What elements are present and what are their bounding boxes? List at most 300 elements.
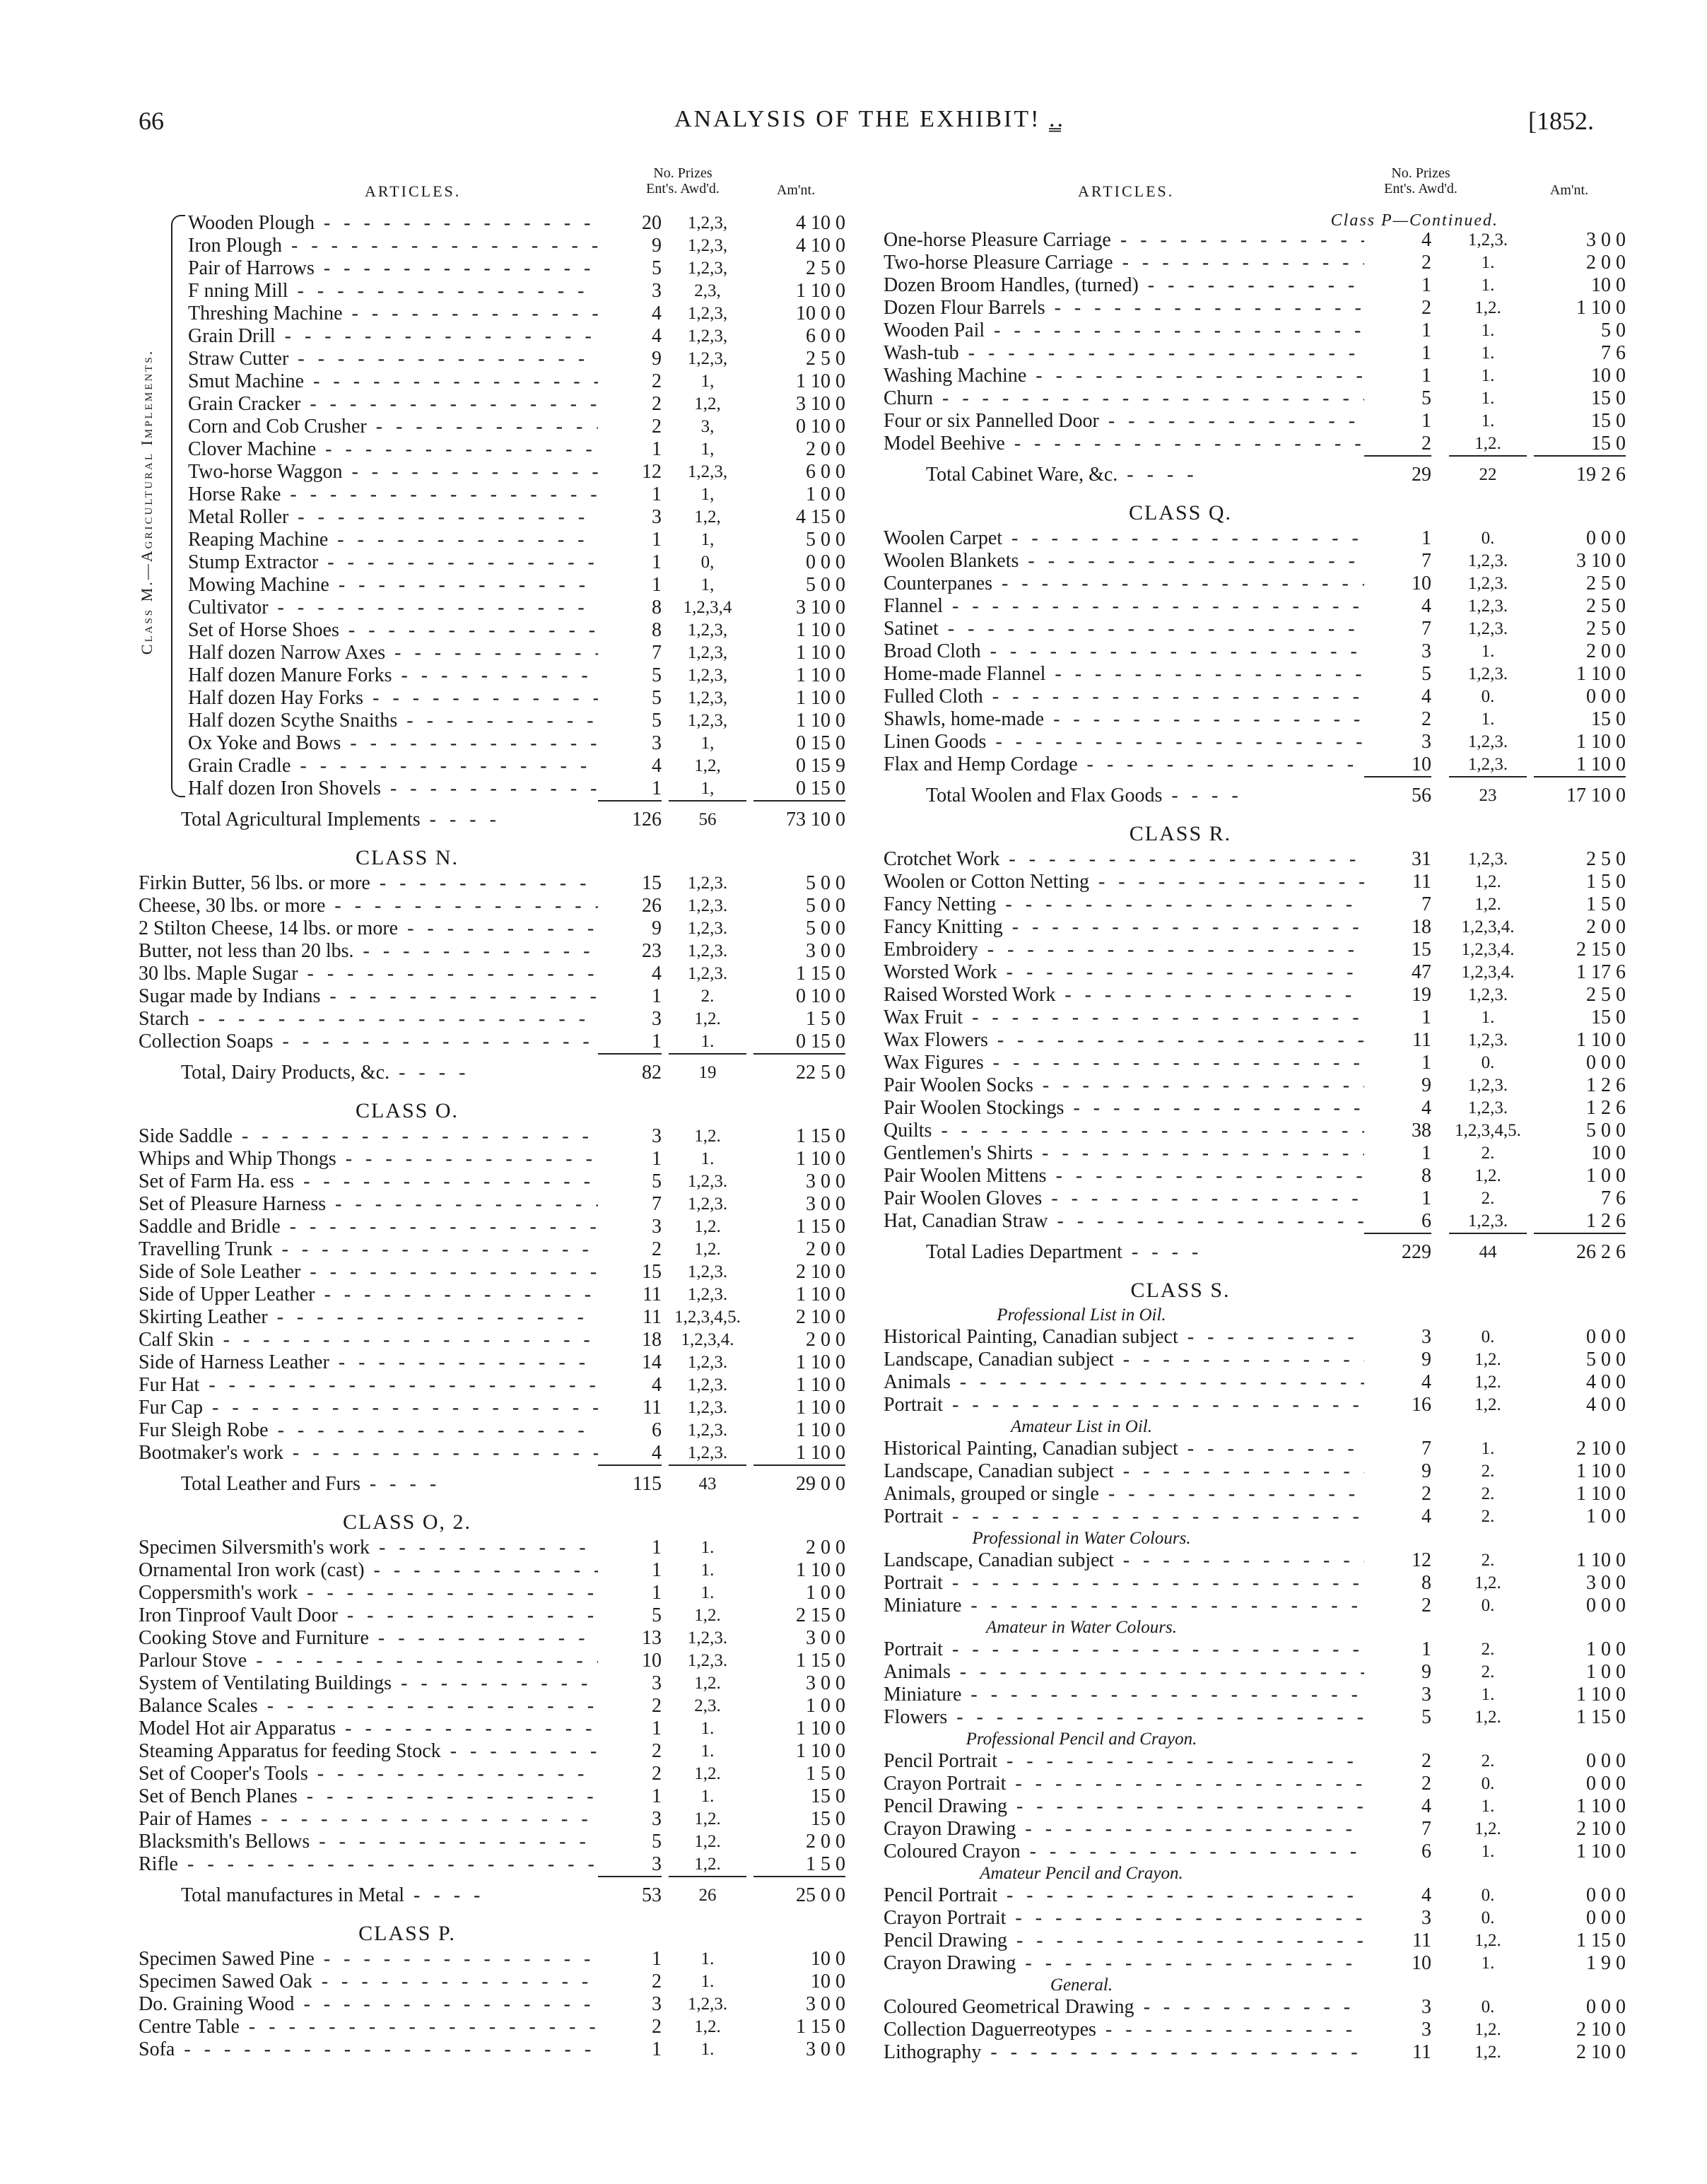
table-row: [139, 1170, 852, 1193]
prizes-awarded: 2.: [1481, 1462, 1495, 1481]
article-name: Dozen Broom Handles, (turned) - - -: [884, 274, 1364, 297]
article-name: Wax Flowers - - -: [884, 1029, 1364, 1052]
entries-count: 13: [642, 1627, 662, 1649]
entries-count: 5: [652, 1604, 662, 1626]
amount-value: 1 0 0: [1586, 1638, 1626, 1660]
amount-value: 5 0 0: [806, 917, 845, 939]
amount-value: 5 0 0: [1586, 1120, 1626, 1141]
amount-value: 3 10 0: [796, 393, 845, 415]
table-row: [884, 1840, 1626, 1863]
subsection-heading: Professional List in Oil.: [997, 1305, 1166, 1325]
amount-value: 1 0 0: [1586, 1505, 1626, 1527]
table-row: [139, 235, 852, 257]
prizes-awarded: 1,2.: [1474, 1350, 1501, 1369]
table-row: [884, 1349, 1626, 1371]
prizes-awarded: 1,2,3.: [687, 1262, 728, 1281]
entries-count: 3: [1421, 1326, 1431, 1348]
table-row: [884, 1773, 1626, 1795]
entries-count: 1: [652, 438, 662, 460]
prizes-awarded: 0.: [1481, 687, 1495, 706]
article-name: Historical Painting, Canadian subject - - -: [884, 1438, 1364, 1460]
article-name: Whips and Whip Thongs - - -: [139, 1148, 598, 1170]
prizes-awarded: 1,2,3,: [687, 213, 728, 233]
prizes-awarded: 0.: [1481, 1053, 1495, 1072]
article-name: One-horse Pleasure Carriage - - -: [884, 229, 1364, 252]
article-name: Set of Horse Shoes - - -: [188, 619, 598, 642]
entries-count: 1: [1421, 274, 1431, 296]
article-name: Half dozen Narrow Axes - - -: [188, 642, 598, 664]
prizes-awarded: 2.: [1481, 1751, 1495, 1771]
amount-value: 6 0 0: [806, 461, 845, 483]
prizes-awarded: 1.: [1481, 1797, 1495, 1816]
table-row: [884, 1120, 1626, 1142]
prizes-awarded: 1,2.: [1474, 1573, 1501, 1592]
prizes-awarded: 2.: [1481, 1640, 1495, 1659]
entries-count: 82: [598, 1053, 662, 1091]
amount-value: 15 0: [1591, 387, 1626, 409]
article-name: Reaping Machine - - -: [188, 529, 598, 551]
article-name: Collection Soaps - - -: [139, 1031, 598, 1053]
article-name: Horse Rake - - -: [188, 483, 598, 506]
table-row: [139, 393, 852, 416]
prizes-awarded: 1,2,3.: [1467, 1098, 1508, 1117]
amount-value: 15 0: [811, 1785, 845, 1807]
table-row: [884, 848, 1626, 871]
article-name: Counterpanes - - -: [884, 573, 1364, 595]
article-name: Animals - - -: [884, 1661, 1364, 1684]
subsection-heading: Amateur List in Oil.: [1010, 1417, 1152, 1436]
amount-value: 1 10 0: [796, 1351, 845, 1373]
prizes-awarded: 1,2,3,: [687, 621, 728, 640]
prizes-awarded: 1,2,3,4: [683, 598, 732, 617]
entries-count: 3: [652, 1672, 662, 1694]
table-row: [139, 732, 852, 755]
table-row: [884, 753, 1626, 776]
entries-count: 15: [1412, 939, 1431, 961]
table-row: [139, 1853, 852, 1876]
article-name: Worsted Work - - -: [884, 961, 1364, 984]
article-name: Home-made Flannel - - -: [884, 663, 1364, 686]
entries-count: 7: [1421, 893, 1431, 915]
entries-count: 9: [1421, 1349, 1431, 1370]
amount-value: 1 0 0: [1586, 1165, 1626, 1187]
class-heading: Class P—Continued.: [1330, 211, 1498, 230]
amount-value: 1 0 0: [806, 483, 845, 505]
table-row: [884, 1006, 1626, 1029]
table-row: [139, 1808, 852, 1831]
entries-count: 5: [652, 257, 662, 279]
section-total-row: [884, 1233, 1626, 1272]
prizes-awarded: 1.: [1481, 1685, 1495, 1704]
table-row: [139, 2038, 852, 2061]
article-name: Total manufactures in Metal - - - -: [139, 1876, 640, 1915]
amount-value: 2 5 0: [1586, 573, 1626, 594]
prizes-awarded: 1,2.: [694, 1674, 721, 1693]
table-row: [884, 1460, 1626, 1483]
prizes-awarded: 1,2.: [1474, 1166, 1501, 1185]
amount-value: 22 5 0: [753, 1053, 845, 1091]
prizes-awarded: 1,2,3.: [1467, 1076, 1508, 1095]
entries-count: 5: [652, 687, 662, 709]
amount-value: 15 0: [811, 1808, 845, 1830]
article-name: Cooking Stove and Furniture - - -: [139, 1627, 598, 1650]
prizes-awarded: 1.: [1481, 1954, 1495, 1973]
amount-value: 1 5 0: [1586, 893, 1626, 915]
prizes-awarded: 1.: [1481, 642, 1495, 661]
table-row: [884, 1505, 1626, 1528]
prizes-awarded: 1,2,3,: [687, 259, 728, 278]
article-name: Linen Goods - - -: [884, 731, 1364, 753]
table-row: [884, 1142, 1626, 1165]
amount-value: 1 10 0: [796, 619, 845, 641]
entries-count: 3: [1421, 1996, 1431, 2018]
amount-value: 1 10 0: [796, 1559, 845, 1581]
table-row: [139, 370, 852, 393]
amount-value: 2 5 0: [1586, 984, 1626, 1006]
prizes-awarded: 1,2,3.: [687, 1628, 728, 1648]
table-row: [884, 1187, 1626, 1210]
entries-count: 4: [1421, 1371, 1431, 1393]
prizes-awarded: 2.: [1481, 1189, 1495, 1208]
table-row: [139, 461, 852, 483]
table-row: [884, 1165, 1626, 1187]
prizes-awarded: 1,2,3,4.: [1461, 963, 1515, 982]
article-name: Half dozen Manure Forks - - -: [188, 664, 598, 687]
table-row: [884, 1750, 1626, 1773]
amount-value: 2 0 0: [806, 1238, 845, 1260]
prizes-awarded: 0.: [1481, 1886, 1495, 1905]
amount-value: 1 10 0: [796, 1397, 845, 1419]
article-name: Pair Woolen Socks - - -: [884, 1074, 1364, 1097]
amount-value: 1 2 6: [1586, 1097, 1626, 1119]
prizes-awarded: 1,2.: [1474, 434, 1501, 453]
amount-value: 4 0 0: [1586, 1371, 1626, 1393]
prizes-awarded: 1,2,3,: [687, 688, 728, 708]
table-row: [139, 642, 852, 664]
amount-value: 1 0 0: [806, 1695, 845, 1717]
entries-count: 5: [652, 1831, 662, 1853]
amount-value: 2 0 0: [806, 1537, 845, 1558]
prizes-awarded: 1,2,3.: [1467, 551, 1508, 570]
entries-count: 18: [642, 1329, 662, 1351]
prizes-awarded: 1,2,3,: [687, 666, 728, 685]
amount-value: 25 0 0: [753, 1876, 845, 1914]
entries-count: 4: [652, 303, 662, 324]
prizes-awarded: 1,2,3.: [1467, 619, 1508, 638]
amount-value: 0 0 0: [806, 551, 845, 573]
amount-value: 19 2 6: [1534, 455, 1626, 493]
entries-count: 8: [1421, 1165, 1431, 1187]
amount-value: 2 0 0: [1586, 640, 1626, 662]
table-row: [139, 1306, 852, 1329]
table-row: [139, 1125, 852, 1148]
article-name: Centre Table - - -: [139, 2016, 598, 2038]
entries-count: 2: [1421, 1595, 1431, 1616]
article-name: Mowing Machine - - -: [188, 574, 598, 597]
prizes-awarded: 0.: [1481, 1327, 1495, 1346]
prizes-awarded: 1,2,3,4,5.: [674, 1308, 741, 1327]
amount-value: 1 2 6: [1586, 1074, 1626, 1096]
entries-count: 3: [652, 280, 662, 302]
table-row: [139, 506, 852, 529]
article-name: Pair of Harrows - - -: [188, 257, 598, 280]
table-row: [884, 1884, 1626, 1907]
article-name: Side of Harness Leather - - -: [139, 1351, 598, 1374]
amount-value: 29 0 0: [753, 1464, 845, 1503]
entries-count: 8: [1421, 1572, 1431, 1594]
entries-count: 1: [652, 551, 662, 573]
article-name: Total Leather and Furs - - - -: [139, 1464, 640, 1504]
entries-count: 7: [1421, 550, 1431, 572]
amount-value: 1 0 0: [1586, 1661, 1626, 1683]
table-row: [139, 1763, 852, 1785]
amount-value: 0 0 0: [1586, 1773, 1626, 1795]
amount-value: 5 0 0: [806, 574, 845, 596]
table-row: [139, 619, 852, 642]
table-row: [884, 1661, 1626, 1684]
amount-value: 1 10 0: [796, 1374, 845, 1396]
section-total-row: [884, 776, 1626, 816]
article-name: Cheese, 30 lbs. or more - - -: [139, 895, 598, 917]
table-row: [884, 640, 1626, 663]
entries-count: 9: [1421, 1661, 1431, 1683]
entries-count: 2: [652, 1238, 662, 1260]
prizes-awarded: 1,2,3,4,5.: [1455, 1121, 1521, 1140]
table-row: [139, 687, 852, 710]
entries-count: 12: [642, 461, 662, 483]
article-name: Flannel - - -: [884, 595, 1364, 618]
prizes-awarded: 1,2.: [694, 1240, 721, 1259]
entries-count: 15: [642, 872, 662, 894]
table-row: [884, 1438, 1626, 1460]
amount-value: 2 10 0: [1576, 1818, 1626, 1840]
prizes-awarded: 1,2.: [1474, 872, 1501, 891]
table-row: [139, 416, 852, 438]
entries-count: 3: [652, 506, 662, 528]
table-row: [884, 410, 1626, 433]
article-name: Wooden Pail - - -: [884, 319, 1364, 342]
prizes-awarded: 1,: [700, 440, 715, 459]
article-name: Set of Cooper's Tools - - -: [139, 1763, 598, 1785]
entries-count: 1: [1421, 1006, 1431, 1028]
article-name: Clover Machine - - -: [188, 438, 598, 461]
entries-count: 16: [1412, 1394, 1431, 1416]
prizes-awarded: 2.: [1481, 1484, 1495, 1503]
article-name: Fur Hat - - -: [139, 1374, 598, 1397]
class-heading: CLASS N.: [355, 846, 459, 869]
prizes-awarded: 2.: [700, 987, 715, 1006]
entries-count: 56: [1364, 776, 1431, 814]
article-name: Specimen Silversmith's work - - -: [139, 1537, 598, 1559]
article-name: Half dozen Scythe Snaiths - - -: [188, 710, 598, 732]
table-row: [139, 710, 852, 732]
article-name: Churn - - -: [884, 387, 1364, 410]
prizes-awarded: 1,2,3,: [687, 643, 728, 662]
amount-value: 7 6: [1601, 1187, 1626, 1209]
entries-count: 10: [1412, 1952, 1431, 1974]
amount-value: 15 0: [1591, 433, 1626, 454]
table-row: [884, 1371, 1626, 1394]
entries-count: 1: [1421, 365, 1431, 387]
article-name: Crayon Drawing - - -: [884, 1818, 1364, 1840]
prizes-awarded: 1,2.: [694, 2017, 721, 2036]
amount-value: 2 10 0: [1576, 1438, 1626, 1460]
article-name: Blacksmith's Bellows - - -: [139, 1831, 598, 1853]
entries-count: 7: [652, 642, 662, 664]
entries-count: 29: [1364, 455, 1431, 493]
article-name: Side of Sole Leather - - -: [139, 1261, 598, 1284]
amount-value: 2 0 0: [806, 1831, 845, 1853]
amount-value: 5 0 0: [806, 529, 845, 551]
prizes-awarded: 1.: [1481, 389, 1495, 408]
prizes-awarded: 1.: [1481, 253, 1495, 272]
article-name: Saddle and Bridle - - -: [139, 1216, 598, 1238]
article-name: Travelling Trunk - - -: [139, 1238, 598, 1261]
entries-count: 1: [652, 1148, 662, 1170]
article-name: Butter, not less than 20 lbs. - - -: [139, 940, 598, 963]
table-row: [139, 1831, 852, 1853]
entries-prizes-header: No. Prizes Ent's. Awd'd.: [646, 165, 720, 196]
table-row: [884, 1572, 1626, 1595]
amount-value: 1 15 0: [796, 1216, 845, 1238]
prizes-awarded: 1,2,3.: [1467, 850, 1508, 869]
entries-count: 7: [1421, 1438, 1431, 1460]
article-name: Fulled Cloth - - -: [884, 686, 1364, 708]
prizes-awarded: 1,2,3,4.: [1461, 940, 1515, 959]
amount-value: 73 10 0: [753, 800, 845, 838]
entries-count: 3: [652, 1853, 662, 1875]
amount-value: 1 10 0: [1576, 1483, 1626, 1505]
amount-value: 17 10 0: [1534, 776, 1626, 814]
table-row: [139, 348, 852, 370]
prizes-awarded: 2,3,: [694, 281, 721, 300]
entries-count: 2: [1421, 297, 1431, 319]
article-name: Specimen Sawed Oak - - -: [139, 1971, 598, 1993]
entries-count: 1: [652, 1785, 662, 1807]
article-name: Half dozen Iron Shovels - - -: [188, 777, 598, 800]
table-row: [139, 1374, 852, 1397]
amount-value: 5 0 0: [806, 872, 845, 894]
table-row: [139, 1627, 852, 1650]
entries-count: 6: [1421, 1210, 1431, 1232]
prizes-awarded: 1,: [700, 734, 715, 753]
article-name: Shawls, home-made - - -: [884, 708, 1364, 731]
prizes-awarded: 1,: [700, 372, 715, 391]
prizes-awarded: 1,2.: [694, 1127, 721, 1146]
left-column: [139, 163, 852, 2071]
entries-count: 2: [1421, 1750, 1431, 1772]
entries-count: 1: [652, 483, 662, 505]
amount-value: 0 15 0: [796, 1031, 845, 1052]
article-name: Corn and Cob Crusher - - -: [188, 416, 598, 438]
prizes-awarded: 1,2,3.: [1467, 732, 1508, 751]
entries-count: 9: [652, 235, 662, 257]
prizes-awarded: 1,2,3.: [687, 919, 728, 938]
article-name: Pencil Drawing - - -: [884, 1930, 1364, 1952]
entries-count: 1: [652, 574, 662, 596]
entries-count: 7: [652, 1193, 662, 1215]
article-name: Calf Skin - - -: [139, 1329, 598, 1351]
table-row: [884, 1996, 1626, 2019]
table-row: [884, 984, 1626, 1006]
prizes-awarded: 1,2.: [1474, 1395, 1501, 1414]
entries-count: 1: [652, 1718, 662, 1739]
amount-value: 3 0 0: [806, 1170, 845, 1192]
article-name: Gentlemen's Shirts - - -: [884, 1142, 1364, 1165]
table-row: [884, 1074, 1626, 1097]
article-name: Iron Tinproof Vault Door - - -: [139, 1604, 598, 1627]
amount-value: 1 10 0: [1576, 1029, 1626, 1051]
amount-value: 5 0: [1601, 319, 1626, 341]
prizes-awarded: 1,2,3.: [1467, 574, 1508, 593]
prizes-awarded: 1.: [700, 1972, 715, 1991]
article-name: Grain Drill - - -: [188, 325, 598, 348]
table-row: [139, 1695, 852, 1718]
amount-value: 2 5 0: [806, 348, 845, 370]
article-name: Broad Cloth - - -: [884, 640, 1364, 663]
article-name: Fancy Knitting - - -: [884, 916, 1364, 939]
entries-count: 1: [1421, 319, 1431, 341]
table-row: [884, 433, 1626, 455]
article-name: Washing Machine - - -: [884, 365, 1364, 387]
entries-count: 5: [652, 664, 662, 686]
table-row: [139, 280, 852, 303]
entries-count: 1: [1421, 1187, 1431, 1209]
prizes-awarded: 1,2.: [1474, 895, 1501, 914]
table-row: [139, 1261, 852, 1284]
entries-count: 9: [652, 348, 662, 370]
table-row: [884, 1795, 1626, 1818]
spacer: [884, 2064, 1612, 2074]
amount-value: 7 6: [1601, 342, 1626, 364]
article-name: Crayon Portrait - - -: [884, 1773, 1364, 1795]
article-name: Side of Upper Leather - - -: [139, 1284, 598, 1306]
amount-value: 10 0: [811, 1948, 845, 1970]
amount-value: 2 10 0: [1576, 2041, 1626, 2063]
table-row: [139, 574, 852, 597]
prizes-awarded: 1.: [1481, 366, 1495, 385]
table-row: [884, 252, 1626, 274]
amount-value: 2 5 0: [1586, 618, 1626, 640]
entries-count: 3: [652, 1993, 662, 2015]
article-name: Total Agricultural Implements - - - -: [139, 800, 640, 840]
table-row: [884, 365, 1626, 387]
table-row: [139, 1993, 852, 2016]
prizes-awarded: 1,2.: [1474, 1373, 1501, 1392]
entries-count: 11: [1412, 1930, 1431, 1951]
article-name: Starch - - -: [139, 1008, 598, 1031]
article-name: 2 Stilton Cheese, 14 lbs. or more - - -: [139, 917, 598, 940]
article-name: Portrait - - -: [884, 1505, 1364, 1528]
article-name: Woolen Carpet - - -: [884, 527, 1364, 550]
entries-count: 3: [652, 1808, 662, 1830]
section-total-row: [884, 455, 1626, 495]
entries-count: 1: [652, 1948, 662, 1970]
prizes-awarded: 1.: [700, 1149, 715, 1168]
amount-value: 1 10 0: [1576, 1684, 1626, 1705]
table-row: [139, 963, 852, 985]
amount-value: 1 10 0: [1576, 1840, 1626, 1862]
prizes-awarded: 0.: [1481, 1774, 1495, 1793]
amount-value: 1 5 0: [1586, 871, 1626, 893]
article-name: F nning Mill - - -: [188, 280, 598, 303]
prizes-awarded: 1,2,3.: [687, 874, 728, 893]
section-total-row: [139, 1053, 852, 1093]
entries-count: 5: [652, 710, 662, 732]
amount-value: 15 0: [1591, 1006, 1626, 1028]
article-name: Total Ladies Department - - - -: [884, 1233, 1407, 1272]
table-row: [884, 1684, 1626, 1706]
